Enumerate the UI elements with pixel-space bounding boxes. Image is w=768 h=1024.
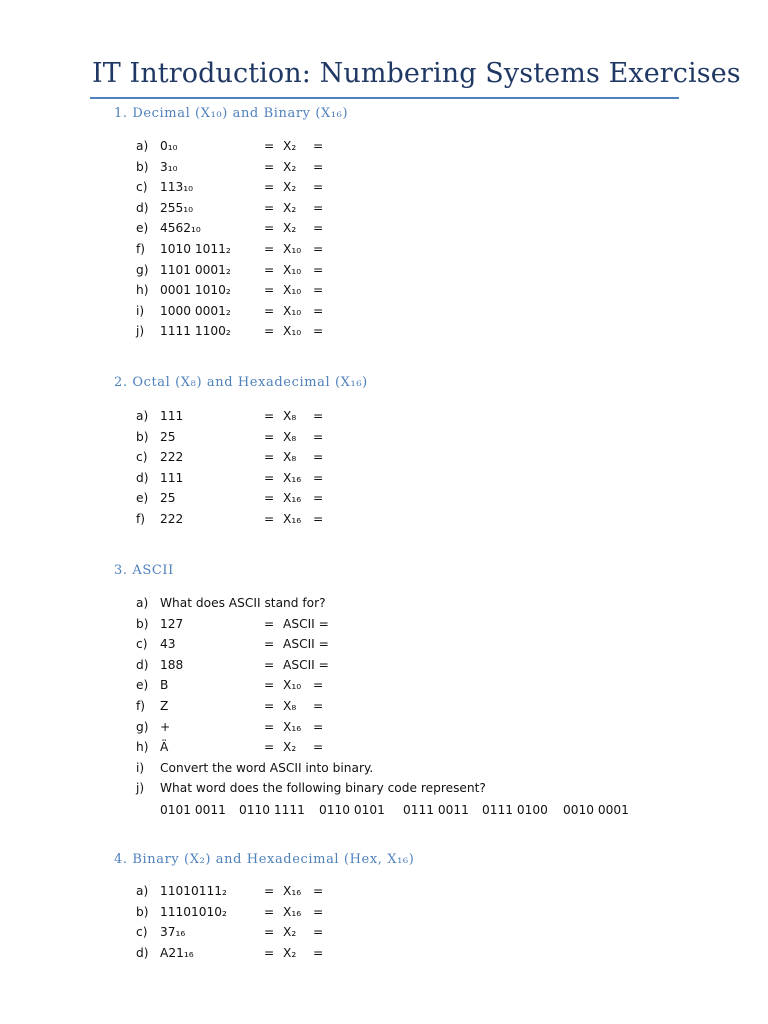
item-question: Convert the word ASCII into binary. xyxy=(160,761,374,775)
item-label: c) xyxy=(136,180,148,194)
item-equals: = xyxy=(264,324,275,338)
item-result: = xyxy=(313,740,324,754)
item-result: = xyxy=(313,471,324,485)
exercise-item xyxy=(136,157,656,177)
item-label: b) xyxy=(136,430,149,444)
exercise-item xyxy=(136,614,656,634)
item-result: = xyxy=(313,699,324,713)
item-value: 222 xyxy=(160,450,184,464)
exercise-item xyxy=(136,447,656,467)
item-result: = xyxy=(313,450,324,464)
item-value: Ä xyxy=(160,740,169,754)
item-label: d) xyxy=(136,658,149,672)
item-value: 222 xyxy=(160,512,184,526)
exercise-item xyxy=(136,943,656,963)
binary-code: 0111 0011 xyxy=(403,803,469,817)
item-label: g) xyxy=(136,720,149,734)
item-value: 111 xyxy=(160,409,184,423)
item-equals: = xyxy=(264,658,275,672)
item-target-base: X₁₆ xyxy=(283,512,302,526)
item-equals: = xyxy=(264,242,275,256)
title-underline xyxy=(90,97,679,99)
item-target-base: ASCII = xyxy=(283,658,329,672)
item-equals: = xyxy=(264,884,275,898)
item-value: 0001 1010₂ xyxy=(160,283,231,297)
item-result: = xyxy=(313,283,324,297)
binary-code: 0101 0011 xyxy=(160,803,226,817)
item-label: c) xyxy=(136,637,148,651)
item-result: = xyxy=(313,201,324,215)
item-target-base: X₂ xyxy=(283,139,297,153)
item-target-base: X₁₆ xyxy=(283,491,302,505)
item-target-base: ASCII = xyxy=(283,617,329,631)
item-equals: = xyxy=(264,678,275,692)
item-target-base: X₁₀ xyxy=(283,324,302,338)
exercise-item xyxy=(136,239,656,259)
item-equals: = xyxy=(264,946,275,960)
binary-code: 0110 0101 xyxy=(319,803,385,817)
item-label: e) xyxy=(136,678,149,692)
item-value: 11101010₂ xyxy=(160,905,227,919)
item-value: B xyxy=(160,678,169,692)
binary-code: 0010 0001 xyxy=(563,803,629,817)
exercise-item xyxy=(136,922,656,942)
exercise-item xyxy=(136,488,656,508)
item-target-base: X₁₆ xyxy=(283,720,302,734)
exercise-item xyxy=(136,218,656,238)
item-label: a) xyxy=(136,596,149,610)
item-result: = xyxy=(313,491,324,505)
item-label: g) xyxy=(136,263,149,277)
exercise-item xyxy=(136,177,656,197)
item-value: 4562₁₀ xyxy=(160,221,201,235)
exercise-item xyxy=(136,675,656,695)
item-result: = xyxy=(313,221,324,235)
item-result: = xyxy=(313,304,324,318)
item-result: = xyxy=(313,678,324,692)
item-equals: = xyxy=(264,637,275,651)
item-equals: = xyxy=(264,740,275,754)
section-heading: 4. Binary (X₂) and Hexadecimal (Hex, X₁₆) xyxy=(114,852,415,867)
binary-code: 0110 1111 xyxy=(239,803,305,817)
item-equals: = xyxy=(264,699,275,713)
item-value: 188 xyxy=(160,658,184,672)
exercise-item xyxy=(136,406,656,426)
exercise-item xyxy=(136,136,656,156)
item-label: d) xyxy=(136,946,149,960)
item-label: b) xyxy=(136,617,149,631)
exercise-item xyxy=(136,321,656,341)
item-value: 3₁₀ xyxy=(160,160,178,174)
exercise-item xyxy=(136,280,656,300)
item-value: 25 xyxy=(160,430,176,444)
item-value: 11010111₂ xyxy=(160,884,227,898)
item-label: c) xyxy=(136,925,148,939)
item-result: = xyxy=(313,430,324,444)
item-equals: = xyxy=(264,905,275,919)
item-result: = xyxy=(313,905,324,919)
section-heading: 3. ASCII xyxy=(114,563,174,578)
item-value: 43 xyxy=(160,637,176,651)
exercise-item xyxy=(136,717,656,737)
item-label: j) xyxy=(136,781,145,795)
item-value: 1101 0001₂ xyxy=(160,263,231,277)
section-heading: 2. Octal (X₈) and Hexadecimal (X₁₆) xyxy=(114,375,368,390)
item-label: a) xyxy=(136,409,149,423)
item-target-base: X₈ xyxy=(283,699,297,713)
item-target-base: X₁₀ xyxy=(283,263,302,277)
item-target-base: X₂ xyxy=(283,160,297,174)
item-label: j) xyxy=(136,324,145,338)
item-result: = xyxy=(313,946,324,960)
item-equals: = xyxy=(264,471,275,485)
item-value: 1010 1011₂ xyxy=(160,242,231,256)
exercise-item xyxy=(136,758,656,778)
item-label: f) xyxy=(136,512,146,526)
exercise-item xyxy=(136,260,656,280)
item-equals: = xyxy=(264,180,275,194)
item-label: i) xyxy=(136,761,145,775)
item-value: 255₁₀ xyxy=(160,201,194,215)
item-target-base: X₂ xyxy=(283,221,297,235)
item-question: What word does the following binary code represent? xyxy=(160,781,486,795)
item-value: 0₁₀ xyxy=(160,139,178,153)
item-value: 111 xyxy=(160,471,184,485)
item-equals: = xyxy=(264,139,275,153)
item-target-base: X₂ xyxy=(283,201,297,215)
page-title: IT Introduction: Numbering Systems Exercises xyxy=(92,58,741,89)
item-equals: = xyxy=(264,720,275,734)
item-target-base: X₂ xyxy=(283,946,297,960)
item-value: + xyxy=(160,720,171,734)
section-heading: 1. Decimal (X₁₀) and Binary (X₁₆) xyxy=(114,106,349,121)
item-target-base: X₁₀ xyxy=(283,678,302,692)
item-label: d) xyxy=(136,201,149,215)
exercise-item xyxy=(136,468,656,488)
item-target-base: ASCII = xyxy=(283,637,329,651)
item-label: b) xyxy=(136,905,149,919)
exercise-item xyxy=(136,301,656,321)
item-target-base: X₂ xyxy=(283,180,297,194)
item-equals: = xyxy=(264,491,275,505)
item-target-base: X₈ xyxy=(283,450,297,464)
item-target-base: X₁₆ xyxy=(283,905,302,919)
item-label: b) xyxy=(136,160,149,174)
item-label: c) xyxy=(136,450,148,464)
item-value: 113₁₀ xyxy=(160,180,194,194)
item-label: i) xyxy=(136,304,145,318)
item-value: Z xyxy=(160,699,169,713)
item-value: A21₁₆ xyxy=(160,946,194,960)
item-equals: = xyxy=(264,450,275,464)
exercise-item xyxy=(136,427,656,447)
item-label: a) xyxy=(136,139,149,153)
item-result: = xyxy=(313,409,324,423)
exercise-item xyxy=(136,881,656,901)
item-result: = xyxy=(313,242,324,256)
item-label: e) xyxy=(136,221,149,235)
item-label: f) xyxy=(136,242,146,256)
item-value: 1111 1100₂ xyxy=(160,324,231,338)
item-target-base: X₁₀ xyxy=(283,283,302,297)
item-result: = xyxy=(313,139,324,153)
exercise-item xyxy=(136,509,656,529)
item-target-base: X₁₀ xyxy=(283,242,302,256)
exercise-item xyxy=(136,593,656,613)
item-equals: = xyxy=(264,430,275,444)
item-label: f) xyxy=(136,699,146,713)
item-target-base: X₈ xyxy=(283,430,297,444)
exercise-item xyxy=(136,696,656,716)
item-result: = xyxy=(313,324,324,338)
item-value: 25 xyxy=(160,491,176,505)
item-equals: = xyxy=(264,304,275,318)
item-equals: = xyxy=(264,160,275,174)
item-value: 127 xyxy=(160,617,184,631)
binary-code: 0111 0100 xyxy=(482,803,548,817)
item-result: = xyxy=(313,180,324,194)
item-result: = xyxy=(313,720,324,734)
item-result: = xyxy=(313,884,324,898)
item-equals: = xyxy=(264,925,275,939)
item-label: d) xyxy=(136,471,149,485)
item-equals: = xyxy=(264,512,275,526)
item-label: a) xyxy=(136,884,149,898)
item-label: e) xyxy=(136,491,149,505)
item-result: = xyxy=(313,263,324,277)
item-equals: = xyxy=(264,283,275,297)
item-label: h) xyxy=(136,283,149,297)
exercise-item xyxy=(136,198,656,218)
item-equals: = xyxy=(264,263,275,277)
item-target-base: X₂ xyxy=(283,740,297,754)
exercise-item xyxy=(136,737,656,757)
item-target-base: X₁₀ xyxy=(283,304,302,318)
item-target-base: X₂ xyxy=(283,925,297,939)
item-value: 37₁₆ xyxy=(160,925,186,939)
item-result: = xyxy=(313,512,324,526)
item-equals: = xyxy=(264,221,275,235)
item-equals: = xyxy=(264,617,275,631)
item-result: = xyxy=(313,925,324,939)
item-target-base: X₈ xyxy=(283,409,297,423)
item-result: = xyxy=(313,160,324,174)
exercise-item xyxy=(136,655,656,675)
exercise-item xyxy=(136,634,656,654)
item-equals: = xyxy=(264,409,275,423)
item-target-base: X₁₆ xyxy=(283,884,302,898)
item-equals: = xyxy=(264,201,275,215)
item-question: What does ASCII stand for? xyxy=(160,596,326,610)
exercise-item xyxy=(136,778,656,798)
item-target-base: X₁₆ xyxy=(283,471,302,485)
exercise-item xyxy=(136,902,656,922)
item-value: 1000 0001₂ xyxy=(160,304,231,318)
item-label: h) xyxy=(136,740,149,754)
